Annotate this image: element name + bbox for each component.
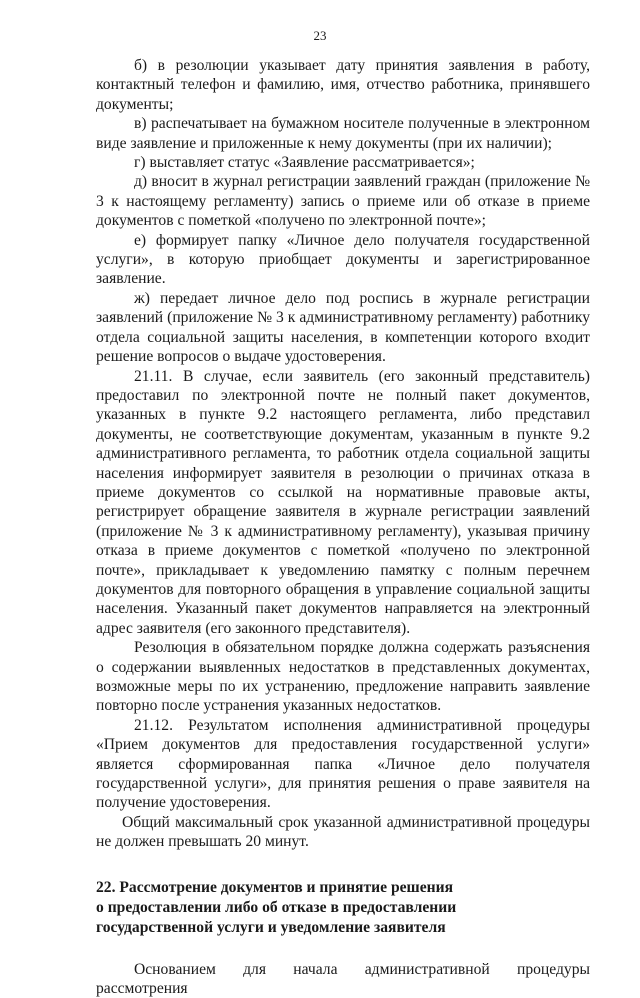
section-heading — [96, 878, 590, 938]
paragraph-v: в) распечатывает на бумажном носителе полученные в электронном виде заявление и приложенные к нему документы (при их наличии); — [96, 115, 590, 152]
paragraph-max-time: Общий максимальный срок указанной административной процедуры не должен превышать 20 минут. — [96, 813, 590, 851]
paragraph-e: е) формирует папку «Личное дело получателя государственной услуги», в которую приобщает документы и зарегистрированное заявление. — [96, 231, 590, 288]
paragraph-21-12: 21.12. Результатом исполнения административной процедуры «Прием документов для предоставления государственной услуги» является сформированная папка «Личное дело получателя государственной услуги», для принятия решения о праве заявителя на получение удостоверения. — [96, 716, 590, 812]
page-number: 23 — [313, 28, 327, 43]
section-heading-line-1: 22. Рассмотрение документов и принятие решения — [96, 878, 454, 896]
section-heading-line-3: государственной услуги и уведомление заявителя — [96, 918, 446, 936]
section-heading-line-2: о предоставлении либо об отказе в предоставлении — [96, 898, 457, 916]
paragraph-final: Основанием для начала административной процедуры рассмотрения — [96, 960, 590, 998]
paragraph-g: г) выставляет статус «Заявление рассматривается»; — [134, 154, 475, 172]
paragraph-d: д) вносит в журнал регистрации заявлений граждан (приложение № 3 к настоящему регламенту) запись о приеме или об отказе в приеме документов с пометкой «получено по электронной почте»; — [96, 173, 590, 230]
paragraph-21-11: 21.11. В случае, если заявитель (его законный представитель) предоставил по электронной почте не полный пакет документов, указанных в пункте 9.2 настоящего регламента, либо представил документы, не соответствующие документам, указанным в пункте 9.2 административного регламента, то работник отдела социальной защиты населения информирует заявителя в резолюции о причинах отказа в приеме документов со ссылкой на нормативные правовые акты, регистрирует обращение заявителя в журнале регистрации заявлений (приложение № 3 к административному регламенту), указывая причину отказа в приеме документов с пометкой «получено по электронной почте», прикладывает к уведомлению памятку с полным перечнем документов для повторного обращения в управление социальной защиты населения. Указанный пакет документов направляется на электронный адрес заявителя (его законного представителя). — [96, 367, 590, 637]
paragraph-b: б) в резолюции указывает дату принятия заявления в работу, контактный телефон и фамилию, имя, отчество работника, принявшего документы; — [96, 57, 590, 113]
document-body — [96, 56, 590, 998]
paragraph-zh: ж) передает личное дело под роспись в журнале регистрации заявлений (приложение № 3 к административному регламенту) работнику отдела социальной защиты населения, в компетенции которого входит решение вопросов о выдаче удостоверения. — [96, 289, 590, 366]
paragraph-resolution: Резолюция в обязательном порядке должна содержать разъяснения о содержании выявленных недостатков в представленных документах, возможные меры по их устранению, предложение направить заявление повторно после устранения указанных недостатков. — [96, 639, 590, 715]
